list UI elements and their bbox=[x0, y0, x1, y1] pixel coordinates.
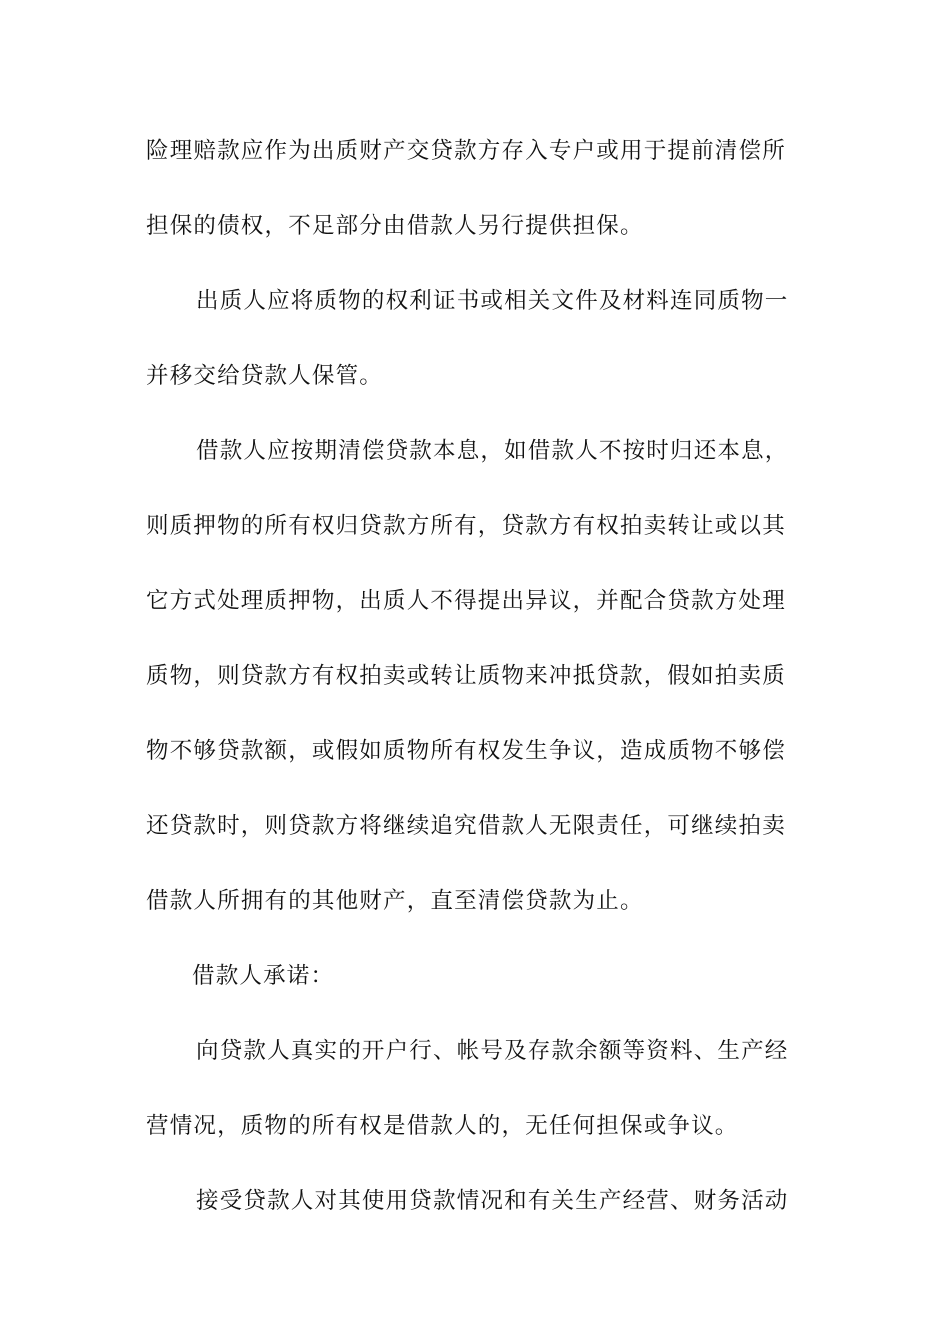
section-label-borrower-promise: 借款人承诺： bbox=[192, 963, 335, 989]
text-line-2: 担保的债权，不足部分由借款人另行提供担保。 bbox=[146, 213, 644, 239]
paragraph-start-line-5: 借款人应按期清偿贷款本息，如借款人不按时归还本息， bbox=[196, 438, 789, 464]
paragraph-start-line-15: 接受贷款人对其使用贷款情况和有关生产经营、财务活动 bbox=[196, 1188, 789, 1214]
text-line-11: 借款人所拥有的其他财产，直至清偿贷款为止。 bbox=[146, 888, 644, 914]
text-line-14: 营情况，质物的所有权是借款人的，无任何担保或争议。 bbox=[146, 1113, 739, 1139]
text-line-9: 物不够贷款额，或假如质物所有权发生争议，造成质物不够偿 bbox=[146, 738, 786, 764]
text-line-1: 险理赔款应作为出质财产交贷款方存入专户或用于提前清偿所 bbox=[146, 138, 786, 164]
text-line-6: 则质押物的所有权归贷款方所有，贷款方有权拍卖转让或以其 bbox=[146, 513, 786, 539]
paragraph-start-line-13: 向贷款人真实的开户行、帐号及存款余额等资料、生产经 bbox=[196, 1038, 789, 1064]
text-line-4: 并移交给贷款人保管。 bbox=[146, 363, 384, 389]
text-line-8: 质物，则贷款方有权拍卖或转让质物来冲抵贷款，假如拍卖质 bbox=[146, 663, 786, 689]
paragraph-start-line-3: 出质人应将质物的权利证书或相关文件及材料连同质物一 bbox=[196, 288, 789, 314]
text-line-7: 它方式处理质押物，出质人不得提出异议，并配合贷款方处理 bbox=[146, 588, 786, 614]
text-line-10: 还贷款时，则贷款方将继续追究借款人无限责任，可继续拍卖 bbox=[146, 813, 786, 839]
